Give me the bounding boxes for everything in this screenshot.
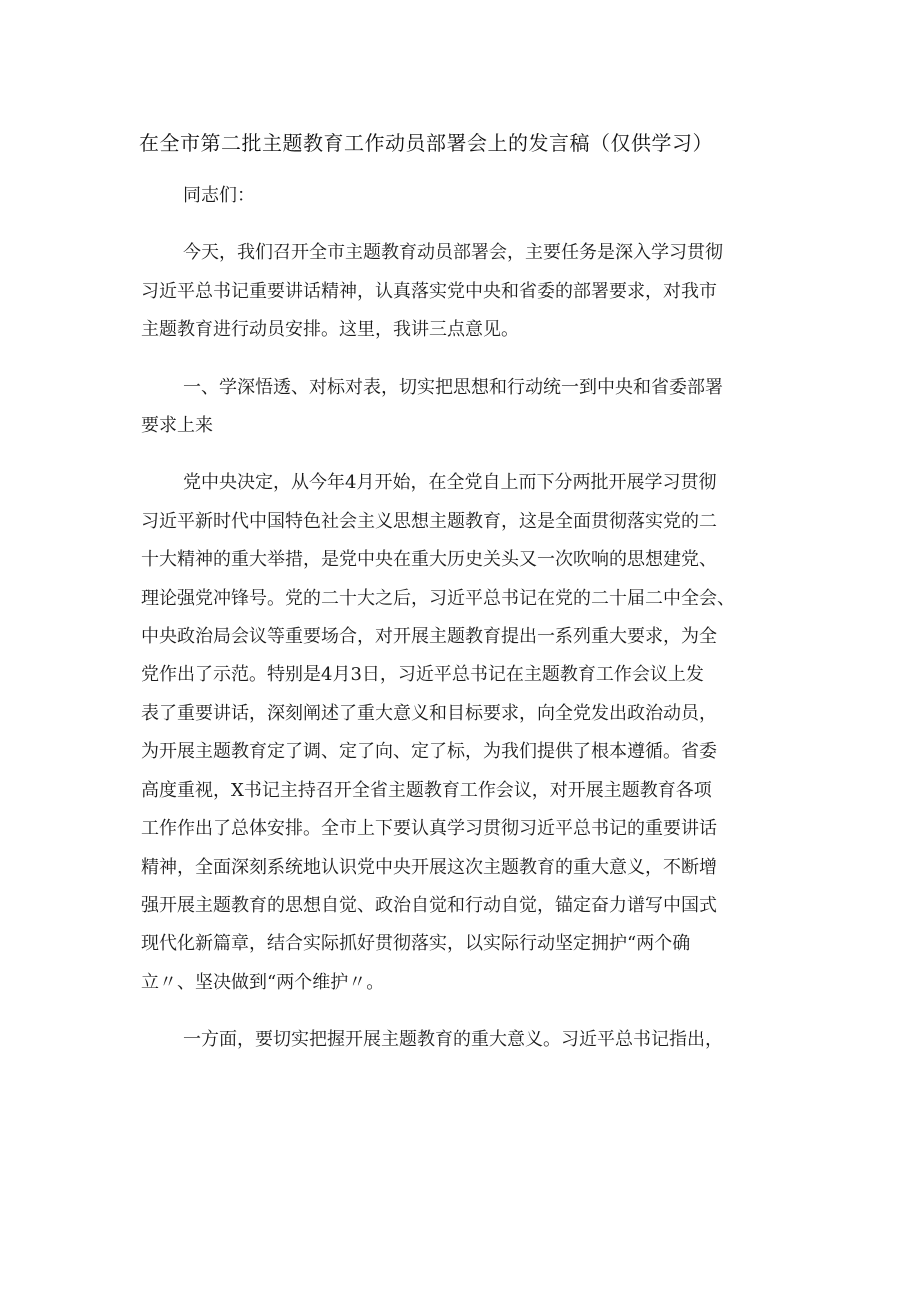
salutation-text: 同志们： <box>183 185 255 206</box>
paragraph-line: 习近平总书记重要讲话精神，认真落实党中央和省委的部署要求，对我市 <box>141 280 717 302</box>
paragraph-line: 现代化新篇章，结合实际抓好贯彻落实，以实际行动坚定拥护“两个确 <box>141 933 691 955</box>
salutation <box>141 177 786 215</box>
paragraph-intro <box>141 234 786 349</box>
paragraph-line: 一方面，要切实把握开展主题教育的重大意义。习近平总书记指出， <box>183 1029 723 1051</box>
paragraph-line: 中央政治局会议等重要场合，对开展主题教育提出一系列重大要求，为全 <box>141 626 717 648</box>
paragraph-line: 为开展主题教育定了调、定了向、定了标，为我们提供了根本遵循。省委 <box>141 741 717 763</box>
section-heading-line: 一、学深悟透、对标对表，切实把思想和行动统一到中央和省委部署 <box>183 376 723 398</box>
document-title: 在全市第二批主题教育工作动员部署会上的发言稿（仅供学习） <box>139 131 713 155</box>
paragraph-line: 工作作出了总体安排。全市上下要认真学习贯彻习近平总书记的重要讲话 <box>141 818 717 840</box>
section-heading-one <box>141 369 786 446</box>
paragraph-line: 表了重要讲话，深刻阐述了重大意义和目标要求，向全党发出政治动员， <box>141 702 717 724</box>
paragraph-line: 强开展主题教育的思想自觉、政治自觉和行动自觉，锚定奋力谱写中国式 <box>141 894 717 916</box>
document-body <box>141 177 786 1060</box>
paragraph-line: 党中央决定，从今年4月开始，在全党自上而下分两批开展学习贯彻 <box>183 472 717 494</box>
paragraph-line: 高度重视，X书记主持召开全省主题教育工作会议，对开展主题教育各项 <box>141 779 712 801</box>
paragraph-line: 精神，全面深刻系统地认识党中央开展这次主题教育的重大意义，不断增 <box>141 856 717 878</box>
paragraph-main <box>141 464 786 1002</box>
paragraph-line: 十大精神的重大举措，是党中央在重大历史关头又一次吹响的思想建党、 <box>141 549 717 571</box>
paragraph-line: 今天，我们召开全市主题教育动员部署会，主要任务是深入学习贯彻 <box>183 242 723 264</box>
paragraph-next <box>141 1021 786 1059</box>
paragraph-line: 理论强党冲锋号。党的二十大之后，习近平总书记在党的二十届二中全会、 <box>141 587 735 609</box>
paragraph-line: 主题教育进行动员安排。这里，我讲三点意见。 <box>141 319 519 341</box>
section-heading-line: 要求上来 <box>141 415 213 437</box>
paragraph-line: 党作出了示范。特别是4月3日，习近平总书记在主题教育工作会议上发 <box>141 664 704 686</box>
paragraph-line: 立〃、坚决做到“两个维护〃。 <box>141 971 385 993</box>
paragraph-line: 习近平新时代中国特色社会主义思想主题教育，这是全面贯彻落实党的二 <box>141 510 717 532</box>
